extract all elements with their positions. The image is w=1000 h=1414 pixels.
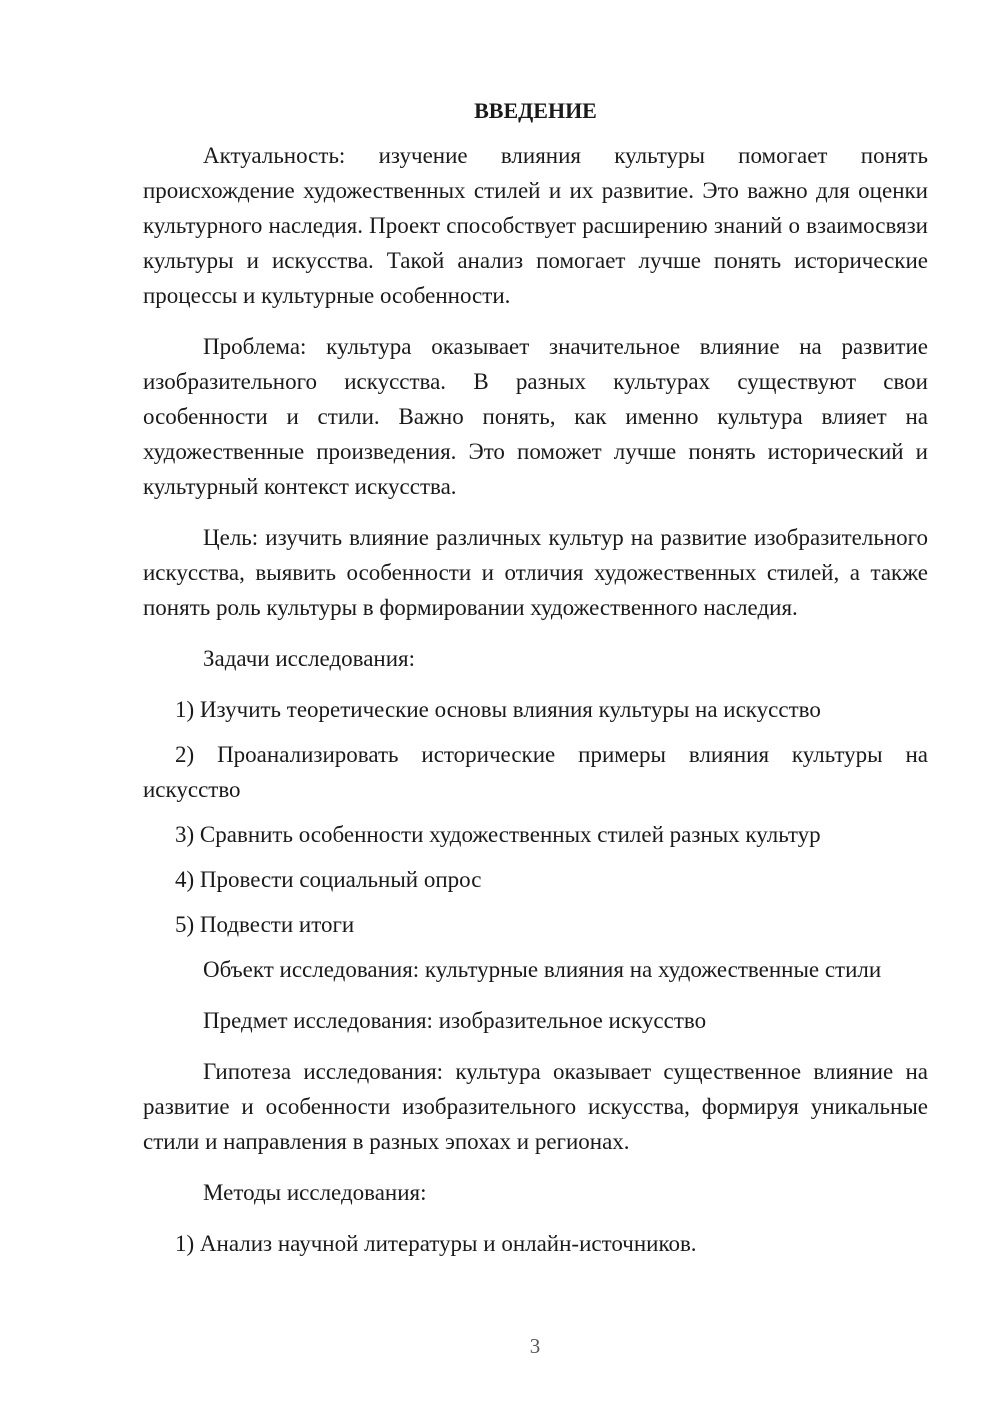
document-page [143, 96, 928, 1271]
problem-paragraph: Проблема: культура оказывает значительное влияние на развитие изобразительного искусства. В разных культурах существуют свои особенности и стили. Важно понять, как именно культура влияет на художественные произведения. Это поможет лучше понять исторический и культурный контекст искусства. [143, 334, 928, 499]
task-item-2: 2) Проанализировать исторические примеры влияния культуры на искусство [143, 742, 928, 802]
method-item-1: 1) Анализ научной литературы и онлайн-источников. [175, 1231, 697, 1256]
hypothesis-paragraph: Гипотеза исследования: культура оказывает существенное влияние на развитие и особенности изобразительного искусства, формируя уникальные стили и направления в разных эпохах и регионах. [143, 1059, 928, 1154]
page-number: 3 [529, 1334, 541, 1358]
task-item-1: 1) Изучить теоретические основы влияния культуры на искусство [175, 697, 821, 722]
relevance-paragraph: Актуальность: изучение влияния культуры помогает понять происхождение художественных стилей и их развитие. Это важно для оценки культурного наследия. Проект способствует расширению знаний о взаимосвязи культуры и искусства. Такой анализ помогает лучше понять исторические процессы и культурные особенности. [143, 143, 928, 308]
subject-paragraph: Предмет исследования: изобразительное искусство [203, 1008, 707, 1033]
tasks-heading: Задачи исследования: [203, 646, 416, 671]
task-item-5: 5) Подвести итоги [175, 912, 355, 937]
task-item-3: 3) Сравнить особенности художественных стилей разных культур [175, 822, 821, 847]
object-paragraph: Объект исследования: культурные влияния на художественные стили [203, 957, 882, 982]
section-title: ВВЕДЕНИЕ [474, 98, 597, 123]
goal-paragraph: Цель: изучить влияние различных культур на развитие изобразительного искусства, выявить особенности и отличия художественных стилей, а также понять роль культуры в формировании художественного наследия. [143, 525, 928, 620]
task-item-4: 4) Провести социальный опрос [175, 867, 482, 892]
methods-heading: Методы исследования: [203, 1180, 427, 1205]
